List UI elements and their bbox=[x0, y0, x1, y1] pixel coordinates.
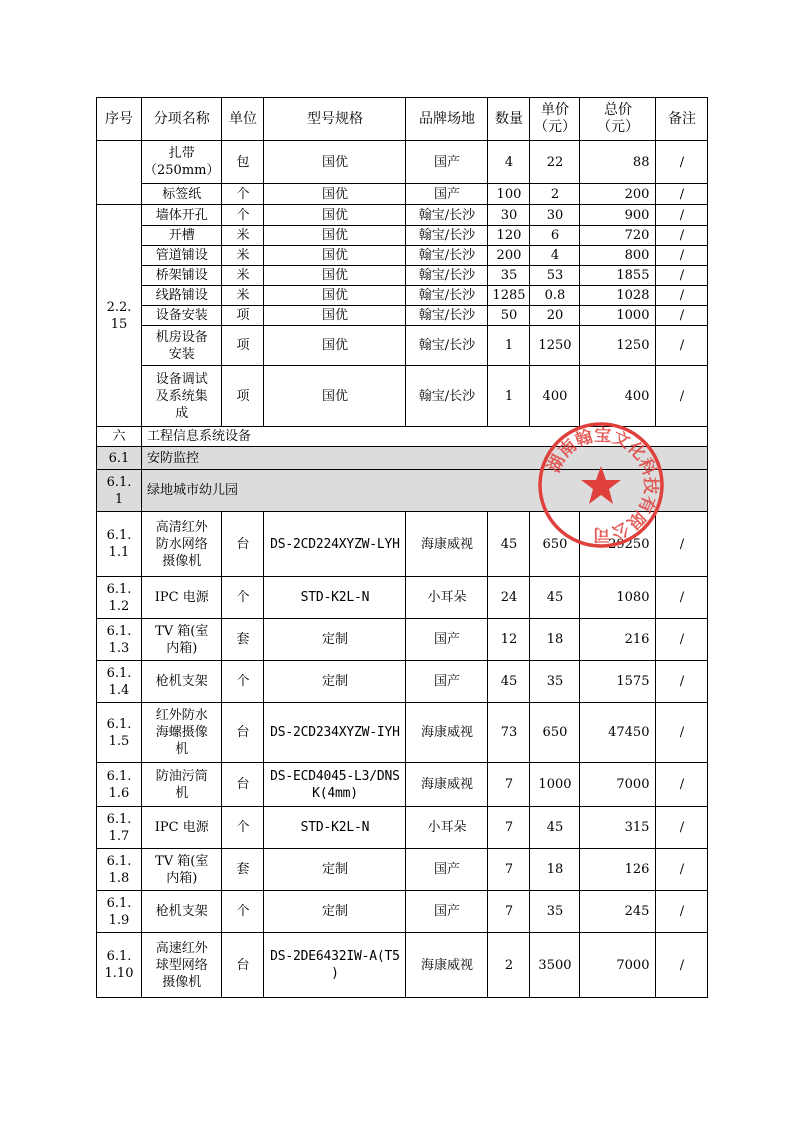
section-no-line: 1 bbox=[114, 491, 124, 507]
row-remark: / bbox=[656, 246, 708, 266]
row-unit: 米 bbox=[222, 286, 264, 306]
table-row bbox=[97, 807, 708, 849]
row-no-line: 6.1. bbox=[106, 895, 132, 911]
row-price: 53 bbox=[530, 266, 580, 286]
row-name-line: 海螺摄像 bbox=[155, 725, 208, 740]
table-row bbox=[97, 266, 708, 286]
row-price: 35 bbox=[530, 661, 580, 703]
row-name-line: 桥架铺设 bbox=[155, 268, 208, 283]
table-row bbox=[97, 246, 708, 266]
row-remark: / bbox=[656, 512, 708, 577]
row-brand: 海康威视 bbox=[406, 512, 488, 577]
row-no-line: 1.10 bbox=[104, 966, 134, 981]
row-model-line: ) bbox=[331, 966, 339, 981]
header-price-line1: 单价 bbox=[540, 102, 569, 118]
row-name-line: 设备调试 bbox=[155, 371, 208, 387]
row-no-line: 6.1. bbox=[106, 949, 132, 964]
row-model-line: 定制 bbox=[321, 862, 348, 877]
row-no bbox=[97, 619, 142, 661]
row-model bbox=[264, 512, 406, 577]
row-model-line: 定制 bbox=[321, 904, 348, 919]
row-unit: 套 bbox=[222, 619, 264, 661]
row-price: 45 bbox=[530, 807, 580, 849]
row-brand: 翰宝/长沙 bbox=[406, 246, 488, 266]
row-brand: 国产 bbox=[406, 849, 488, 891]
row-qty: 30 bbox=[488, 205, 530, 226]
row-total: 900 bbox=[580, 205, 656, 226]
row-total: 88 bbox=[580, 141, 656, 184]
row-name-line: 机 bbox=[175, 785, 189, 801]
section-no-line: 六 bbox=[112, 429, 126, 444]
seal-text: 湖南翰宝文化科技有限公司 bbox=[544, 425, 661, 545]
row-remark: / bbox=[656, 763, 708, 807]
header-price-line2: （元） bbox=[533, 119, 576, 135]
section-no bbox=[97, 447, 142, 470]
row-qty: 120 bbox=[488, 226, 530, 246]
row-no bbox=[97, 205, 142, 427]
row-total: 245 bbox=[580, 891, 656, 933]
row-model-line: K(4mm) bbox=[312, 785, 358, 801]
row-remark: / bbox=[656, 661, 708, 703]
row-model bbox=[264, 619, 406, 661]
row-no bbox=[97, 703, 142, 763]
table-row bbox=[97, 326, 708, 366]
row-model bbox=[264, 849, 406, 891]
row-model: 国优 bbox=[264, 326, 406, 366]
row-name bbox=[142, 226, 222, 246]
row-brand: 翰宝/长沙 bbox=[406, 226, 488, 246]
row-name-line: 及系统集 bbox=[155, 388, 208, 404]
table-row bbox=[97, 366, 708, 427]
row-unit: 台 bbox=[222, 933, 264, 998]
row-price: 45 bbox=[530, 577, 580, 619]
row-total: 720 bbox=[580, 226, 656, 246]
row-qty: 7 bbox=[488, 807, 530, 849]
row-name-line: 防水网络 bbox=[155, 536, 208, 552]
row-remark: / bbox=[656, 184, 708, 205]
row-model-line: DS-2DE6432IW-A(T5 bbox=[270, 949, 400, 964]
row-price: 650 bbox=[530, 512, 580, 577]
row-model-line: STD-K2L-N bbox=[300, 590, 370, 605]
row-name bbox=[142, 933, 222, 998]
section-no bbox=[97, 470, 142, 512]
row-total: 126 bbox=[580, 849, 656, 891]
row-no-line: 1.6 bbox=[108, 785, 130, 801]
header-model: 型号规格 bbox=[264, 98, 406, 141]
row-remark: / bbox=[656, 891, 708, 933]
row-no bbox=[97, 763, 142, 807]
row-brand: 小耳朵 bbox=[406, 577, 488, 619]
row-qty: 50 bbox=[488, 306, 530, 326]
table-row bbox=[97, 141, 708, 184]
row-name-line: 标签纸 bbox=[162, 186, 202, 202]
row-name bbox=[142, 246, 222, 266]
row-brand: 小耳朵 bbox=[406, 807, 488, 849]
table-body bbox=[97, 98, 708, 998]
section-no-line: 6.1 bbox=[108, 450, 130, 466]
row-price: 22 bbox=[530, 141, 580, 184]
row-price: 18 bbox=[530, 619, 580, 661]
row-model: 国优 bbox=[264, 366, 406, 427]
header-total-line2: （元） bbox=[596, 119, 639, 135]
row-name bbox=[142, 807, 222, 849]
row-name bbox=[142, 266, 222, 286]
row-name bbox=[142, 184, 222, 205]
row-total: 1028 bbox=[580, 286, 656, 306]
row-brand: 翰宝/长沙 bbox=[406, 205, 488, 226]
row-model-line: STD-K2L-N bbox=[300, 820, 370, 835]
row-name-line: 内箱) bbox=[166, 870, 198, 886]
row-name bbox=[142, 141, 222, 184]
section-title: 工程信息系统设备 bbox=[142, 427, 708, 447]
row-model: 国优 bbox=[264, 286, 406, 306]
row-name bbox=[142, 577, 222, 619]
row-qty: 35 bbox=[488, 266, 530, 286]
section-no bbox=[97, 427, 142, 447]
row-name-line: 枪机支架 bbox=[155, 674, 208, 689]
row-no bbox=[97, 807, 142, 849]
row-total: 1080 bbox=[580, 577, 656, 619]
table-row bbox=[97, 205, 708, 226]
row-remark: / bbox=[656, 226, 708, 246]
row-model-line: 定制 bbox=[321, 632, 348, 647]
row-unit: 台 bbox=[222, 763, 264, 807]
row-qty: 45 bbox=[488, 512, 530, 577]
row-remark: / bbox=[656, 807, 708, 849]
row-qty: 100 bbox=[488, 184, 530, 205]
row-price: 0.8 bbox=[530, 286, 580, 306]
row-unit: 包 bbox=[222, 141, 264, 184]
row-price: 2 bbox=[530, 184, 580, 205]
row-name bbox=[142, 205, 222, 226]
row-name bbox=[142, 763, 222, 807]
row-name-line: 安装 bbox=[168, 346, 195, 362]
row-remark: / bbox=[656, 933, 708, 998]
row-unit: 个 bbox=[222, 205, 264, 226]
header-total-line1: 总价 bbox=[603, 102, 632, 118]
row-unit: 个 bbox=[222, 577, 264, 619]
row-name bbox=[142, 366, 222, 427]
table-row bbox=[97, 933, 708, 998]
row-no-line: 6.1. bbox=[106, 811, 132, 827]
row-model bbox=[264, 763, 406, 807]
row-name-line: 摄像机 bbox=[162, 553, 202, 569]
row-brand: 国产 bbox=[406, 661, 488, 703]
row-model bbox=[264, 577, 406, 619]
table-row bbox=[97, 512, 708, 577]
row-no-line: 6.1. bbox=[106, 528, 132, 543]
row-name-line: 摄像机 bbox=[162, 974, 202, 990]
header-name: 分项名称 bbox=[142, 98, 222, 141]
row-price: 4 bbox=[530, 246, 580, 266]
row-qty: 45 bbox=[488, 661, 530, 703]
row-total: 7000 bbox=[580, 933, 656, 998]
row-brand: 国产 bbox=[406, 184, 488, 205]
row-model bbox=[264, 703, 406, 763]
table-row bbox=[97, 703, 708, 763]
row-qty: 2 bbox=[488, 933, 530, 998]
row-remark: / bbox=[656, 577, 708, 619]
table-row bbox=[97, 619, 708, 661]
row-qty: 1285 bbox=[488, 286, 530, 306]
row-no-line: 1.4 bbox=[108, 682, 130, 698]
row-qty: 24 bbox=[488, 577, 530, 619]
row-model bbox=[264, 807, 406, 849]
row-total: 315 bbox=[580, 807, 656, 849]
row-no-line: 1.5 bbox=[108, 733, 130, 749]
table-row bbox=[97, 577, 708, 619]
row-price: 35 bbox=[530, 891, 580, 933]
row-total: 1000 bbox=[580, 306, 656, 326]
table-row bbox=[97, 891, 708, 933]
row-name bbox=[142, 703, 222, 763]
row-unit: 个 bbox=[222, 807, 264, 849]
row-qty: 200 bbox=[488, 246, 530, 266]
row-total: 1855 bbox=[580, 266, 656, 286]
row-no-line: 1.9 bbox=[108, 912, 130, 928]
row-price: 6 bbox=[530, 226, 580, 246]
row-brand: 国产 bbox=[406, 619, 488, 661]
row-price: 30 bbox=[530, 205, 580, 226]
quotation-table bbox=[96, 97, 708, 998]
row-brand: 国产 bbox=[406, 891, 488, 933]
row-name-line: 开槽 bbox=[168, 228, 195, 243]
row-model: 国优 bbox=[264, 266, 406, 286]
row-name bbox=[142, 661, 222, 703]
row-price: 650 bbox=[530, 703, 580, 763]
row-name-line: 内箱) bbox=[166, 640, 198, 656]
row-model-line: DS-2CD224XYZW-LYH bbox=[270, 536, 400, 552]
row-model: 国优 bbox=[264, 246, 406, 266]
row-model bbox=[264, 891, 406, 933]
header-row bbox=[97, 98, 708, 141]
table-row bbox=[97, 184, 708, 205]
row-price: 1250 bbox=[530, 326, 580, 366]
row-name-line: 线路铺设 bbox=[155, 288, 208, 303]
row-name-line: 红外防水 bbox=[155, 708, 208, 723]
row-total: 800 bbox=[580, 246, 656, 266]
row-no-line: 1.8 bbox=[108, 870, 130, 886]
row-model bbox=[264, 661, 406, 703]
row-no-line: 1.7 bbox=[108, 828, 130, 844]
row-model: 国优 bbox=[264, 306, 406, 326]
row-model: 国优 bbox=[264, 141, 406, 184]
row-name bbox=[142, 849, 222, 891]
row-remark: / bbox=[656, 141, 708, 184]
row-qty: 73 bbox=[488, 703, 530, 763]
row-no-empty bbox=[97, 141, 142, 205]
row-total: 200 bbox=[580, 184, 656, 205]
row-model bbox=[264, 933, 406, 998]
row-no bbox=[97, 577, 142, 619]
row-total: 216 bbox=[580, 619, 656, 661]
row-model: 国优 bbox=[264, 184, 406, 205]
row-brand: 翰宝/长沙 bbox=[406, 266, 488, 286]
table-row bbox=[97, 763, 708, 807]
header-total bbox=[580, 98, 656, 141]
row-price: 1000 bbox=[530, 763, 580, 807]
row-total: 7000 bbox=[580, 763, 656, 807]
row-no-line: 1.1 bbox=[108, 545, 130, 560]
row-qty: 12 bbox=[488, 619, 530, 661]
row-total: 400 bbox=[580, 366, 656, 427]
row-unit: 台 bbox=[222, 703, 264, 763]
row-total: 47450 bbox=[580, 703, 656, 763]
row-remark: / bbox=[656, 205, 708, 226]
row-name-line: IPC 电源 bbox=[154, 590, 209, 605]
row-model-line: 定制 bbox=[321, 674, 348, 689]
row-unit: 米 bbox=[222, 226, 264, 246]
row-unit: 个 bbox=[222, 891, 264, 933]
row-price: 18 bbox=[530, 849, 580, 891]
row-no-line: 6.1. bbox=[106, 623, 132, 639]
row-price: 3500 bbox=[530, 933, 580, 998]
row-name bbox=[142, 619, 222, 661]
row-name-line: 扎带 bbox=[168, 146, 195, 161]
row-remark: / bbox=[656, 326, 708, 366]
row-remark: / bbox=[656, 286, 708, 306]
row-remark: / bbox=[656, 306, 708, 326]
row-name-line: IPC 电源 bbox=[154, 820, 209, 835]
row-qty: 1 bbox=[488, 326, 530, 366]
row-no-line: 15 bbox=[110, 316, 128, 332]
row-name-line: 机 bbox=[175, 742, 189, 757]
row-model-line: DS-2CD234XYZW-IYH bbox=[270, 725, 400, 740]
row-brand: 翰宝/长沙 bbox=[406, 306, 488, 326]
header-brand: 品牌场地 bbox=[406, 98, 488, 141]
row-unit: 项 bbox=[222, 326, 264, 366]
row-remark: / bbox=[656, 703, 708, 763]
row-model: 国优 bbox=[264, 205, 406, 226]
row-total: 1575 bbox=[580, 661, 656, 703]
row-name-line: 高速红外 bbox=[155, 940, 208, 956]
table-row bbox=[97, 661, 708, 703]
row-name-line: 球型网络 bbox=[155, 957, 208, 973]
section-title: 绿地城市幼儿园 bbox=[142, 470, 708, 512]
row-total: 1250 bbox=[580, 326, 656, 366]
header-qty: 数量 bbox=[488, 98, 530, 141]
row-no-line: 1.3 bbox=[108, 640, 130, 656]
row-name-line: 成 bbox=[175, 405, 189, 421]
row-price: 20 bbox=[530, 306, 580, 326]
row-name-line: 墙体开孔 bbox=[155, 207, 208, 223]
row-name bbox=[142, 306, 222, 326]
row-name bbox=[142, 512, 222, 577]
table-row bbox=[97, 286, 708, 306]
row-qty: 7 bbox=[488, 849, 530, 891]
row-total: 29250 bbox=[580, 512, 656, 577]
row-remark: / bbox=[656, 849, 708, 891]
row-model: 国优 bbox=[264, 226, 406, 246]
row-no bbox=[97, 849, 142, 891]
row-unit: 台 bbox=[222, 512, 264, 577]
row-no-line: 6.1. bbox=[106, 581, 132, 597]
row-price: 400 bbox=[530, 366, 580, 427]
row-remark: / bbox=[656, 366, 708, 427]
row-qty: 1 bbox=[488, 366, 530, 427]
row-brand: 国产 bbox=[406, 141, 488, 184]
row-unit: 米 bbox=[222, 246, 264, 266]
row-no-line: 6.1. bbox=[106, 716, 132, 732]
table-row bbox=[97, 306, 708, 326]
row-unit: 米 bbox=[222, 266, 264, 286]
row-no bbox=[97, 512, 142, 577]
row-no-line: 1.2 bbox=[108, 598, 130, 614]
row-name-line: 防油污筒 bbox=[155, 768, 208, 784]
row-brand: 海康威视 bbox=[406, 763, 488, 807]
row-brand: 海康威视 bbox=[406, 933, 488, 998]
header-remark: 备注 bbox=[656, 98, 708, 141]
section-title: 安防监控 bbox=[142, 447, 708, 470]
row-name-line: 机房设备 bbox=[155, 329, 208, 345]
row-name-line: 设备安装 bbox=[155, 308, 208, 323]
section-row bbox=[97, 470, 708, 512]
row-name-line: 管道铺设 bbox=[155, 248, 208, 263]
row-name-line: TV 箱(室 bbox=[155, 623, 209, 639]
row-remark: / bbox=[656, 266, 708, 286]
row-name bbox=[142, 286, 222, 306]
row-unit: 个 bbox=[222, 661, 264, 703]
section-no-line: 6.1. bbox=[106, 474, 132, 490]
row-no-line: 6.1. bbox=[106, 853, 132, 869]
row-qty: 7 bbox=[488, 763, 530, 807]
row-brand: 翰宝/长沙 bbox=[406, 326, 488, 366]
row-qty: 4 bbox=[488, 141, 530, 184]
header-unit: 单位 bbox=[222, 98, 264, 141]
row-name-line: 高清红外 bbox=[155, 519, 208, 535]
row-unit: 套 bbox=[222, 849, 264, 891]
header-no: 序号 bbox=[97, 98, 142, 141]
row-no bbox=[97, 933, 142, 998]
row-brand: 海康威视 bbox=[406, 703, 488, 763]
row-name-line: （250mm） bbox=[144, 163, 220, 178]
row-unit: 项 bbox=[222, 366, 264, 427]
row-no-line: 6.1. bbox=[106, 665, 132, 681]
section-row bbox=[97, 447, 708, 470]
row-no bbox=[97, 661, 142, 703]
header-price bbox=[530, 98, 580, 141]
row-no-line: 6.1. bbox=[106, 768, 132, 784]
row-model-line: DS-ECD4045-L3/DNS bbox=[270, 768, 400, 784]
row-name-line: TV 箱(室 bbox=[155, 853, 209, 869]
row-brand: 翰宝/长沙 bbox=[406, 366, 488, 427]
row-name bbox=[142, 891, 222, 933]
row-unit: 项 bbox=[222, 306, 264, 326]
row-brand: 翰宝/长沙 bbox=[406, 286, 488, 306]
row-no bbox=[97, 891, 142, 933]
row-no-line: 2.2. bbox=[106, 299, 132, 315]
row-qty: 7 bbox=[488, 891, 530, 933]
table-row bbox=[97, 849, 708, 891]
row-name bbox=[142, 326, 222, 366]
table-row bbox=[97, 226, 708, 246]
row-unit: 个 bbox=[222, 184, 264, 205]
row-remark: / bbox=[656, 619, 708, 661]
section-row bbox=[97, 427, 708, 447]
row-name-line: 枪机支架 bbox=[155, 904, 208, 919]
